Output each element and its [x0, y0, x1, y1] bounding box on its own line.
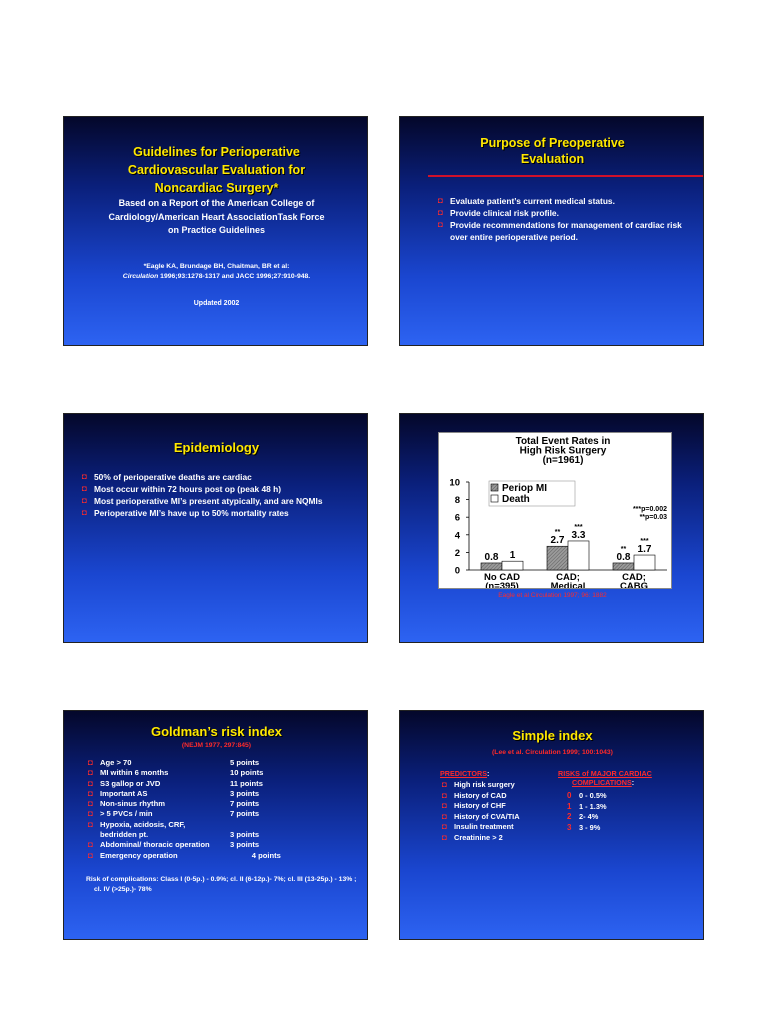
bar-death: [568, 541, 589, 570]
bullet-item: ◘ Most perioperative MI’s present atypically, and are NQMIs: [82, 496, 323, 506]
risk-item: 1 1 - 1.3%: [567, 801, 607, 811]
slide-title: Epidemiology: [173, 440, 260, 455]
bullet-icon: ◘: [82, 484, 87, 493]
significance-marker: **: [554, 529, 561, 537]
risk-factor: ◘ S3 gallop or JVD: [88, 778, 161, 788]
risk-points: 3 points: [230, 840, 260, 850]
y-tick-label: 0: [454, 565, 460, 577]
slide-title: Guidelines for Perioperative Cardiovascular Evaluation for Noncardiac Surgery*: [127, 145, 306, 195]
goldman-row: [86, 809, 366, 819]
x-category-label: CAD;: [556, 572, 580, 583]
risk-factor: ◘ Hypoxia, acidosis, CRF,: [88, 819, 186, 829]
chart-panel: [438, 432, 672, 589]
bullet-icon: ◘: [88, 788, 93, 798]
bar-periop-mi: [481, 563, 502, 570]
bullet-icon: ◘: [442, 790, 447, 800]
goldman-row: [86, 820, 366, 830]
bar-value-label: 1: [509, 550, 516, 562]
chart-caption: Eagle et al Circulation 1997; 96: 1882: [498, 592, 607, 599]
risk-points: 3 points: [230, 788, 260, 798]
goldman-row: [86, 779, 366, 789]
predictors-header: PREDICTORS:: [440, 769, 490, 778]
significance-marker: ***: [640, 538, 649, 546]
goldman-row: [86, 840, 366, 850]
citation-rest: 1996;93:1278-1317 and JACC 1996;27:910-948.: [158, 272, 311, 280]
risk-factor: ◘ Age > 70: [88, 758, 132, 767]
predictor-list: [440, 780, 555, 844]
risk-item: 0 0 - 0.5%: [567, 791, 607, 800]
risk-points: 10 points: [230, 768, 264, 778]
slide-simple-index: [399, 710, 704, 940]
bullet-icon: ◘: [88, 768, 93, 778]
risk-factor: ◘ Non-sinus rhythm: [88, 799, 165, 809]
risk-score-bullet: 0: [567, 791, 572, 800]
predictor-item: ◘ Creatinine > 2: [442, 832, 503, 842]
bar-value-label: 3.3: [571, 529, 586, 541]
slide-title: Purpose of Preoperative Evaluation: [480, 136, 625, 166]
chart-title-line: Total Event Rates in: [515, 436, 611, 447]
bar-value-label: 1.7: [637, 544, 652, 556]
x-category-label: CAD;: [622, 572, 646, 583]
x-category-label: (n=395): [485, 580, 519, 588]
bullet-icon: ◘: [442, 811, 447, 821]
goldman-row: [86, 758, 366, 768]
updated-note: Updated 2002: [193, 300, 240, 307]
slide-goldman-index: [63, 710, 368, 940]
slide-epidemiology: [63, 413, 368, 643]
risk-score-bullet: 2: [567, 812, 572, 822]
y-tick-label: 8: [454, 495, 460, 507]
citation-journal: Circulation: [122, 272, 159, 280]
risk-item: 3 3 - 9%: [567, 822, 601, 832]
y-tick-label: 6: [454, 512, 460, 524]
slide-purpose: [399, 116, 704, 346]
significance-note: **p=0.03: [639, 514, 667, 521]
bullet-icon: ◘: [442, 832, 447, 842]
bullet-icon: ◘: [438, 220, 443, 229]
bullet-icon: ◘: [88, 799, 93, 809]
risk-factor: ◘ MI within 6 months: [88, 768, 169, 778]
bullet-icon: ◘: [88, 850, 93, 860]
bullet-icon: ◘: [88, 840, 93, 850]
slide-event-rates-chart: [399, 413, 704, 643]
slide-subtitle: Based on a Report of the American College of Cardiology/American Heart AssociationTask Force on Practice Guidelines: [108, 198, 325, 235]
risk-score-bullet: 3: [567, 822, 572, 832]
citation-authors: *Eagle KA, Brundage BH, Chaitman, BR et al:: [143, 263, 290, 270]
predictor-item: ◘ High risk surgery: [442, 780, 515, 789]
citation: [109, 262, 324, 281]
goldman-row: [86, 799, 366, 809]
legend-swatch: [491, 495, 498, 502]
risks-header: RISKS of MAJOR CARDIAC COMPLICATIONS:: [558, 769, 652, 787]
bullet-item: ◘ Most occur within 72 hours post op (peak 48 h): [82, 484, 282, 494]
slide-title: Goldman’s risk index: [150, 724, 282, 739]
x-category-label: Medical: [550, 580, 586, 588]
epidemiology-bullet-list: [80, 471, 330, 519]
risk-item: 2 2- 4%: [567, 812, 599, 822]
bar-periop-mi: [547, 546, 568, 570]
goldman-row: [86, 768, 366, 778]
bullet-icon: ◘: [438, 196, 443, 205]
bullet-icon: ◘: [82, 472, 87, 481]
bar-death: [634, 555, 655, 570]
bullet-icon: ◘: [82, 508, 87, 517]
purpose-bullet-list: [436, 195, 686, 243]
risk-points: 7 points: [230, 809, 260, 819]
slide-guidelines: [63, 116, 368, 346]
bullet-icon: ◘: [438, 208, 443, 217]
risk-score-bullet: 1: [567, 801, 572, 811]
risk-points: 4 points: [251, 850, 281, 860]
bar-value-label: 0.8: [484, 551, 499, 563]
title-rule: [428, 175, 703, 177]
legend-swatch: [491, 484, 498, 491]
bullet-item: ◘ Provide clinical risk profile.: [438, 208, 559, 218]
event-rate-bar-chart: [439, 433, 671, 588]
chart-title-line: (n=1961): [542, 455, 584, 466]
predictor-item: ◘ History of CHF: [442, 801, 506, 811]
risk-factor: bedridden pt.: [100, 830, 149, 840]
significance-note: ***p=0.002: [632, 506, 667, 513]
y-tick-label: 2: [454, 547, 460, 559]
goldman-row: [86, 830, 366, 840]
risk-factor: ◘ > 5 PVCs / min: [88, 809, 153, 819]
bullet-item: ◘ 50% of perioperative deaths are cardiac: [82, 472, 252, 482]
bullet-icon: ◘: [442, 780, 447, 789]
bullet-icon: ◘: [88, 809, 93, 819]
legend-label: Death: [502, 494, 530, 505]
predictor-item: ◘ History of CVA/TIA: [442, 811, 520, 821]
predictor-item: ◘ History of CAD: [442, 790, 507, 800]
slide-subtitle: (NEJM 1977, 297:845): [181, 742, 252, 749]
risk-points: [230, 820, 350, 830]
bullet-icon: ◘: [88, 778, 93, 788]
bullet-icon: ◘: [442, 822, 447, 832]
risk-list: [565, 791, 675, 833]
goldman-points-table: [86, 758, 366, 861]
bullet-icon: ◘: [88, 758, 93, 767]
x-category-label: No CAD: [484, 572, 520, 583]
significance-marker: ***: [574, 523, 583, 531]
chart-title-line: High Risk Surgery: [519, 445, 607, 457]
y-tick-label: 4: [454, 530, 460, 542]
risk-points: 3 points: [230, 830, 260, 840]
risk-points: 11 points: [230, 778, 263, 788]
bullet-item: ◘ Provide recommendations for management of cardiac risk over entire perioperative period.: [438, 220, 682, 242]
bar-periop-mi: [613, 563, 634, 570]
risk-factor: ◘ Abdominal/ thoracic operation: [88, 840, 210, 850]
risk-factor: ◘ Emergency operation: [88, 850, 178, 860]
slide-title: Simple index: [512, 728, 593, 743]
legend-label: Periop MI: [502, 483, 548, 494]
goldman-row: [86, 789, 366, 799]
bar-death: [502, 561, 523, 570]
bullet-icon: ◘: [82, 496, 87, 505]
risk-factor: ◘ Important AS: [88, 788, 148, 798]
bar-value-label: 2.7: [550, 535, 565, 547]
significance-marker: **: [620, 545, 627, 553]
slide-subtitle: (Lee et al. Circulation 1999; 100:1043): [492, 749, 613, 756]
risk-points: 5 points: [230, 758, 260, 767]
bar-value-label: 0.8: [616, 551, 631, 563]
y-tick-label: 10: [449, 477, 460, 489]
goldman-row: [86, 851, 366, 861]
predictor-item: ◘ Insulin treatment: [442, 822, 514, 832]
risk-points: 7 points: [230, 799, 260, 809]
complications-footer: Risk of complications: Class I (0-5p.) - 0.9%; cl. II (6-12p.)- 7%; cl. III (13-25p.) - 13% ; cl. IV (>25p.)- 78%: [86, 876, 357, 893]
bullet-item: ◘ Perioperative MI’s have up to 50% mortality rates: [82, 508, 289, 518]
bullet-icon: ◘: [442, 801, 447, 811]
x-category-label: CABG: [620, 580, 648, 588]
bullet-item: ◘ Evaluate patient’s current medical status.: [438, 196, 615, 206]
bullet-icon: ◘: [88, 819, 93, 829]
